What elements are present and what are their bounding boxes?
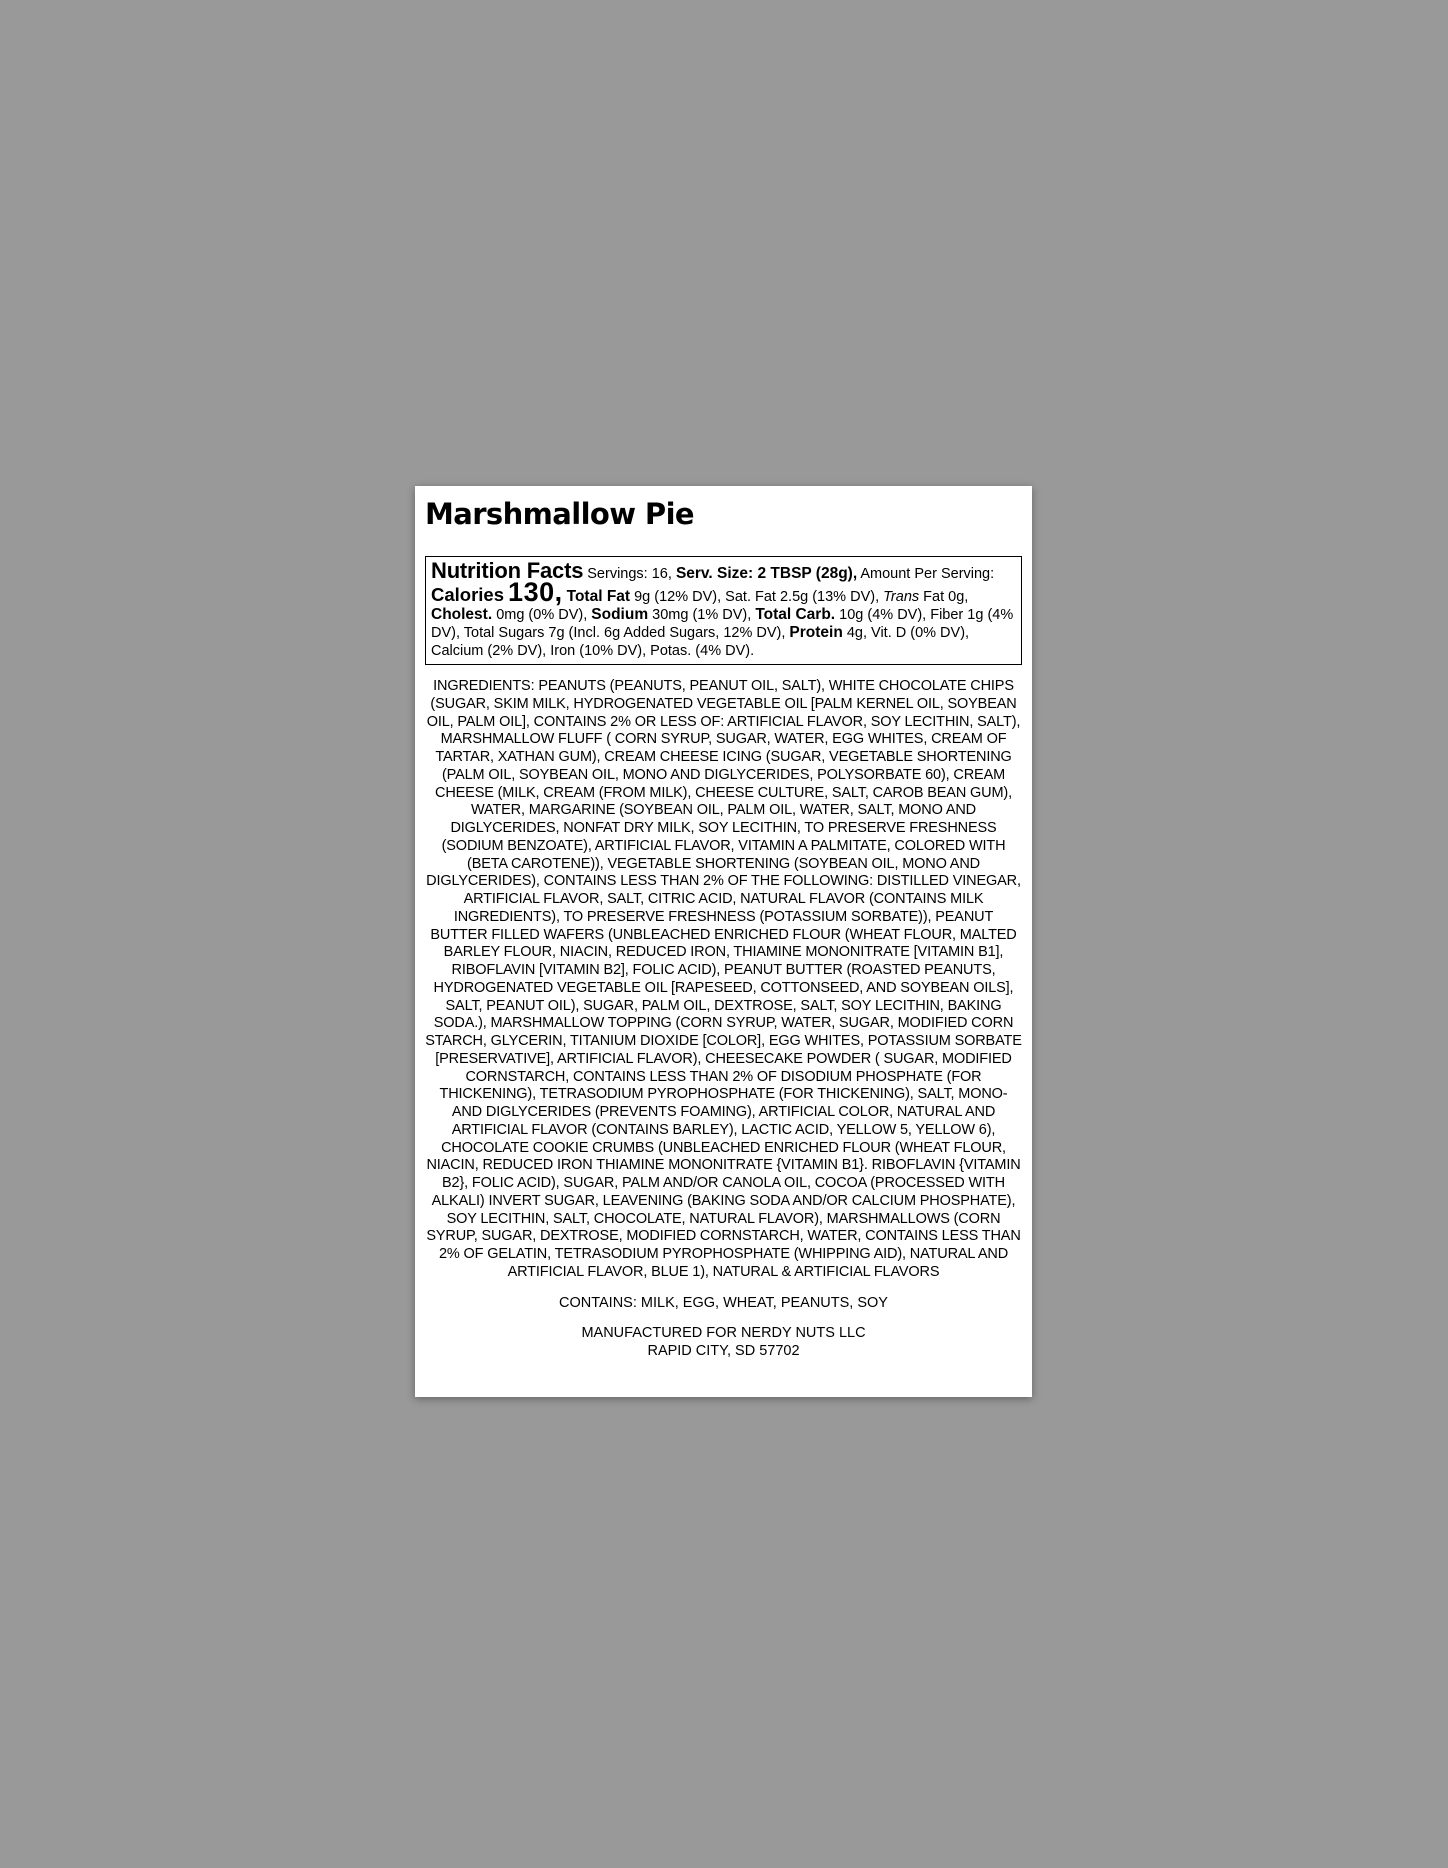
trans-fat-value: Fat 0g, xyxy=(923,589,969,605)
total-fat-label: Total Fat xyxy=(566,588,631,605)
serving-size: Serv. Size: 2 TBSP (28g), xyxy=(675,565,858,582)
manufacturer-name: MANUFACTURED FOR NERDY NUTS LLC xyxy=(581,1325,866,1342)
servings: Servings: 16, xyxy=(587,566,672,582)
allergen-statement: CONTAINS: MILK, EGG, WHEAT, PEANUTS, SOY xyxy=(559,1294,888,1311)
total-fat-value: 9g (12% DV), Sat. Fat 2.5g (13% DV), xyxy=(634,589,880,605)
product-title: Marshmallow Pie xyxy=(425,497,694,531)
product-label xyxy=(415,486,1032,1397)
cholesterol-value: 0mg (0% DV), xyxy=(496,607,588,623)
manufacturer-info xyxy=(425,1325,1022,1361)
protein-label: Protein xyxy=(789,624,843,641)
manufacturer-address: RAPID CITY, SD 57702 xyxy=(647,1343,800,1359)
sodium-label: Sodium xyxy=(591,606,649,623)
ingredients-list: INGREDIENTS: PEANUTS (PEANUTS, PEANUT OIL, SALT), WHITE CHOCOLATE CHIPS (SUGAR, SKIM MILK, HYDROGENATED VEGETABLE OIL [PALM KERNEL OIL, SOYBEAN OIL, PALM OIL], CONTAINS 2% OR LESS OF: ARTIFICIAL FLAVOR, SOY LECITHIN, SALT), MARSHMALLOW FLUFF ( CORN SYRUP, SUGAR, WATER, EGG WHITES, CREAM OF TARTAR, XATHAN GUM), CREAM CHEESE ICING (SUGAR, VEGETABLE SHORTENING (PALM OIL, SOYBEAN OIL, MONO AND DIGLYCERIDES, POLYSORBATE 60), CREAM CHEESE (MILK, CREAM (FROM MILK), CHEESE CULTURE, SALT, CAROB BEAN GUM), WATER, MARGARINE (SOYBEAN OIL, PALM OIL, WATER, SALT, MONO AND DIGLYCERIDES, NONFAT DRY MILK, SOY LECITHIN, TO PRESERVE FRESHNESS (SODIUM BENZOATE), ARTIFICIAL FLAVOR, VITAMIN A PALMITATE, COLORED WITH (BETA CAROTENE)), VEGETABLE SHORTENING (SOYBEAN OIL, MONO AND DIGLYCERIDES), CONTAINS LESS THAN 2% OF THE FOLLOWING: DISTILLED VINEGAR, ARTIFICIAL FLAVOR, SALT, CITRIC ACID, NATURAL FLAVOR (CONTAINS MILK INGREDIENTS), TO PRESERVE FRESHNESS (POTASSIUM SORBATE)), PEANUT BUTTER FILLED WAFERS (UNBLEACHED ENRICHED FLOUR (WHEAT FLOUR, MALTED BARLEY FLOUR, NIACIN, REDUCED IRON, THIAMINE MONONITRATE [VITAMIN B1], RIBOFLAVIN [VITAMIN B2], FOLIC ACID), PEANUT BUTTER (ROASTED PEANUTS, HYDROGENATED VEGETABLE OIL [RAPESEED, COTTONSEED, AND SOYBEAN OILS], SALT, PEANUT OIL), SUGAR, PALM OIL, DEXTROSE, SALT, SOY LECITHIN, BAKING SODA.), MARSHMALLOW TOPPING (CORN SYRUP, WATER, SUGAR, MODIFIED CORN STARCH, GLYCERIN, TITANIUM DIOXIDE [COLOR], EGG WHITES, POTASSIUM SORBATE [PRESERVATIVE], ARTIFICIAL FLAVOR), CHEESECAKE POWDER ( SUGAR, MODIFIED CORNSTARCH, CONTAINS LESS THAN 2% OF DISODIUM PHOSPHATE (FOR THICKENING), TETRASODIUM PYROPHOSPHATE (FOR THICKENING), SALT, MONO- AND DIGLYCERIDES (PREVENTS FOAMING), ARTIFICIAL COLOR, NATURAL AND ARTIFICIAL FLAVOR (CONTAINS BARLEY), LACTIC ACID, YELLOW 5, YELLOW 6), CHOCOLATE COOKIE CRUMBS (UNBLEACHED ENRICHED FLOUR (WHEAT FLOUR, NIACIN, REDUCED IRON THIAMINE MONONITRATE {VITAMIN B1}. RIBOFLAVIN {VITAMIN B2}, FOLIC ACID), SUGAR, PALM AND/OR CANOLA OIL, COCOA (PROCESSED WITH ALKALI) INVERT SUGAR, LEAVENING (BAKING SODA AND/OR CALCIUM PHOSPHATE), SOY LECITHIN, SALT, CHOCOLATE, NATURAL FLAVOR), MARSHMALLOWS (CORN SYRUP, SUGAR, DEXTROSE, MODIFIED CORNSTARCH, WATER, CONTAINS LESS THAN 2% OF GELATIN, TETRASODIUM PYROPHOSPHATE (WHIPPING AID), NATURAL AND ARTIFICIAL FLAVOR, BLUE 1), NATURAL & ARTIFICIAL FLAVORS xyxy=(425,678,1022,1280)
cholesterol-label: Cholest. xyxy=(431,606,493,623)
trans-label: Trans xyxy=(883,589,920,605)
nutrition-facts-heading: Nutrition Facts xyxy=(431,558,584,583)
total-carb-label: Total Carb. xyxy=(755,606,836,623)
calories-label: Calories xyxy=(431,584,505,605)
nutrition-facts-panel xyxy=(425,556,1022,665)
amount-per-serving: Amount Per Serving: xyxy=(860,566,995,582)
protein-value: 4g, Vit. D (0% DV), Calcium (2% DV), Iron (10% DV), Potas. (4% DV). xyxy=(431,625,970,659)
sodium-value: 30mg (1% DV), xyxy=(652,607,752,623)
calories-value: 130, xyxy=(508,577,563,607)
total-carb-value: 10g (4% DV), Fiber 1g (4% DV), Total Sugars 7g (Incl. 6g Added Sugars, 12% DV), xyxy=(431,607,1014,641)
